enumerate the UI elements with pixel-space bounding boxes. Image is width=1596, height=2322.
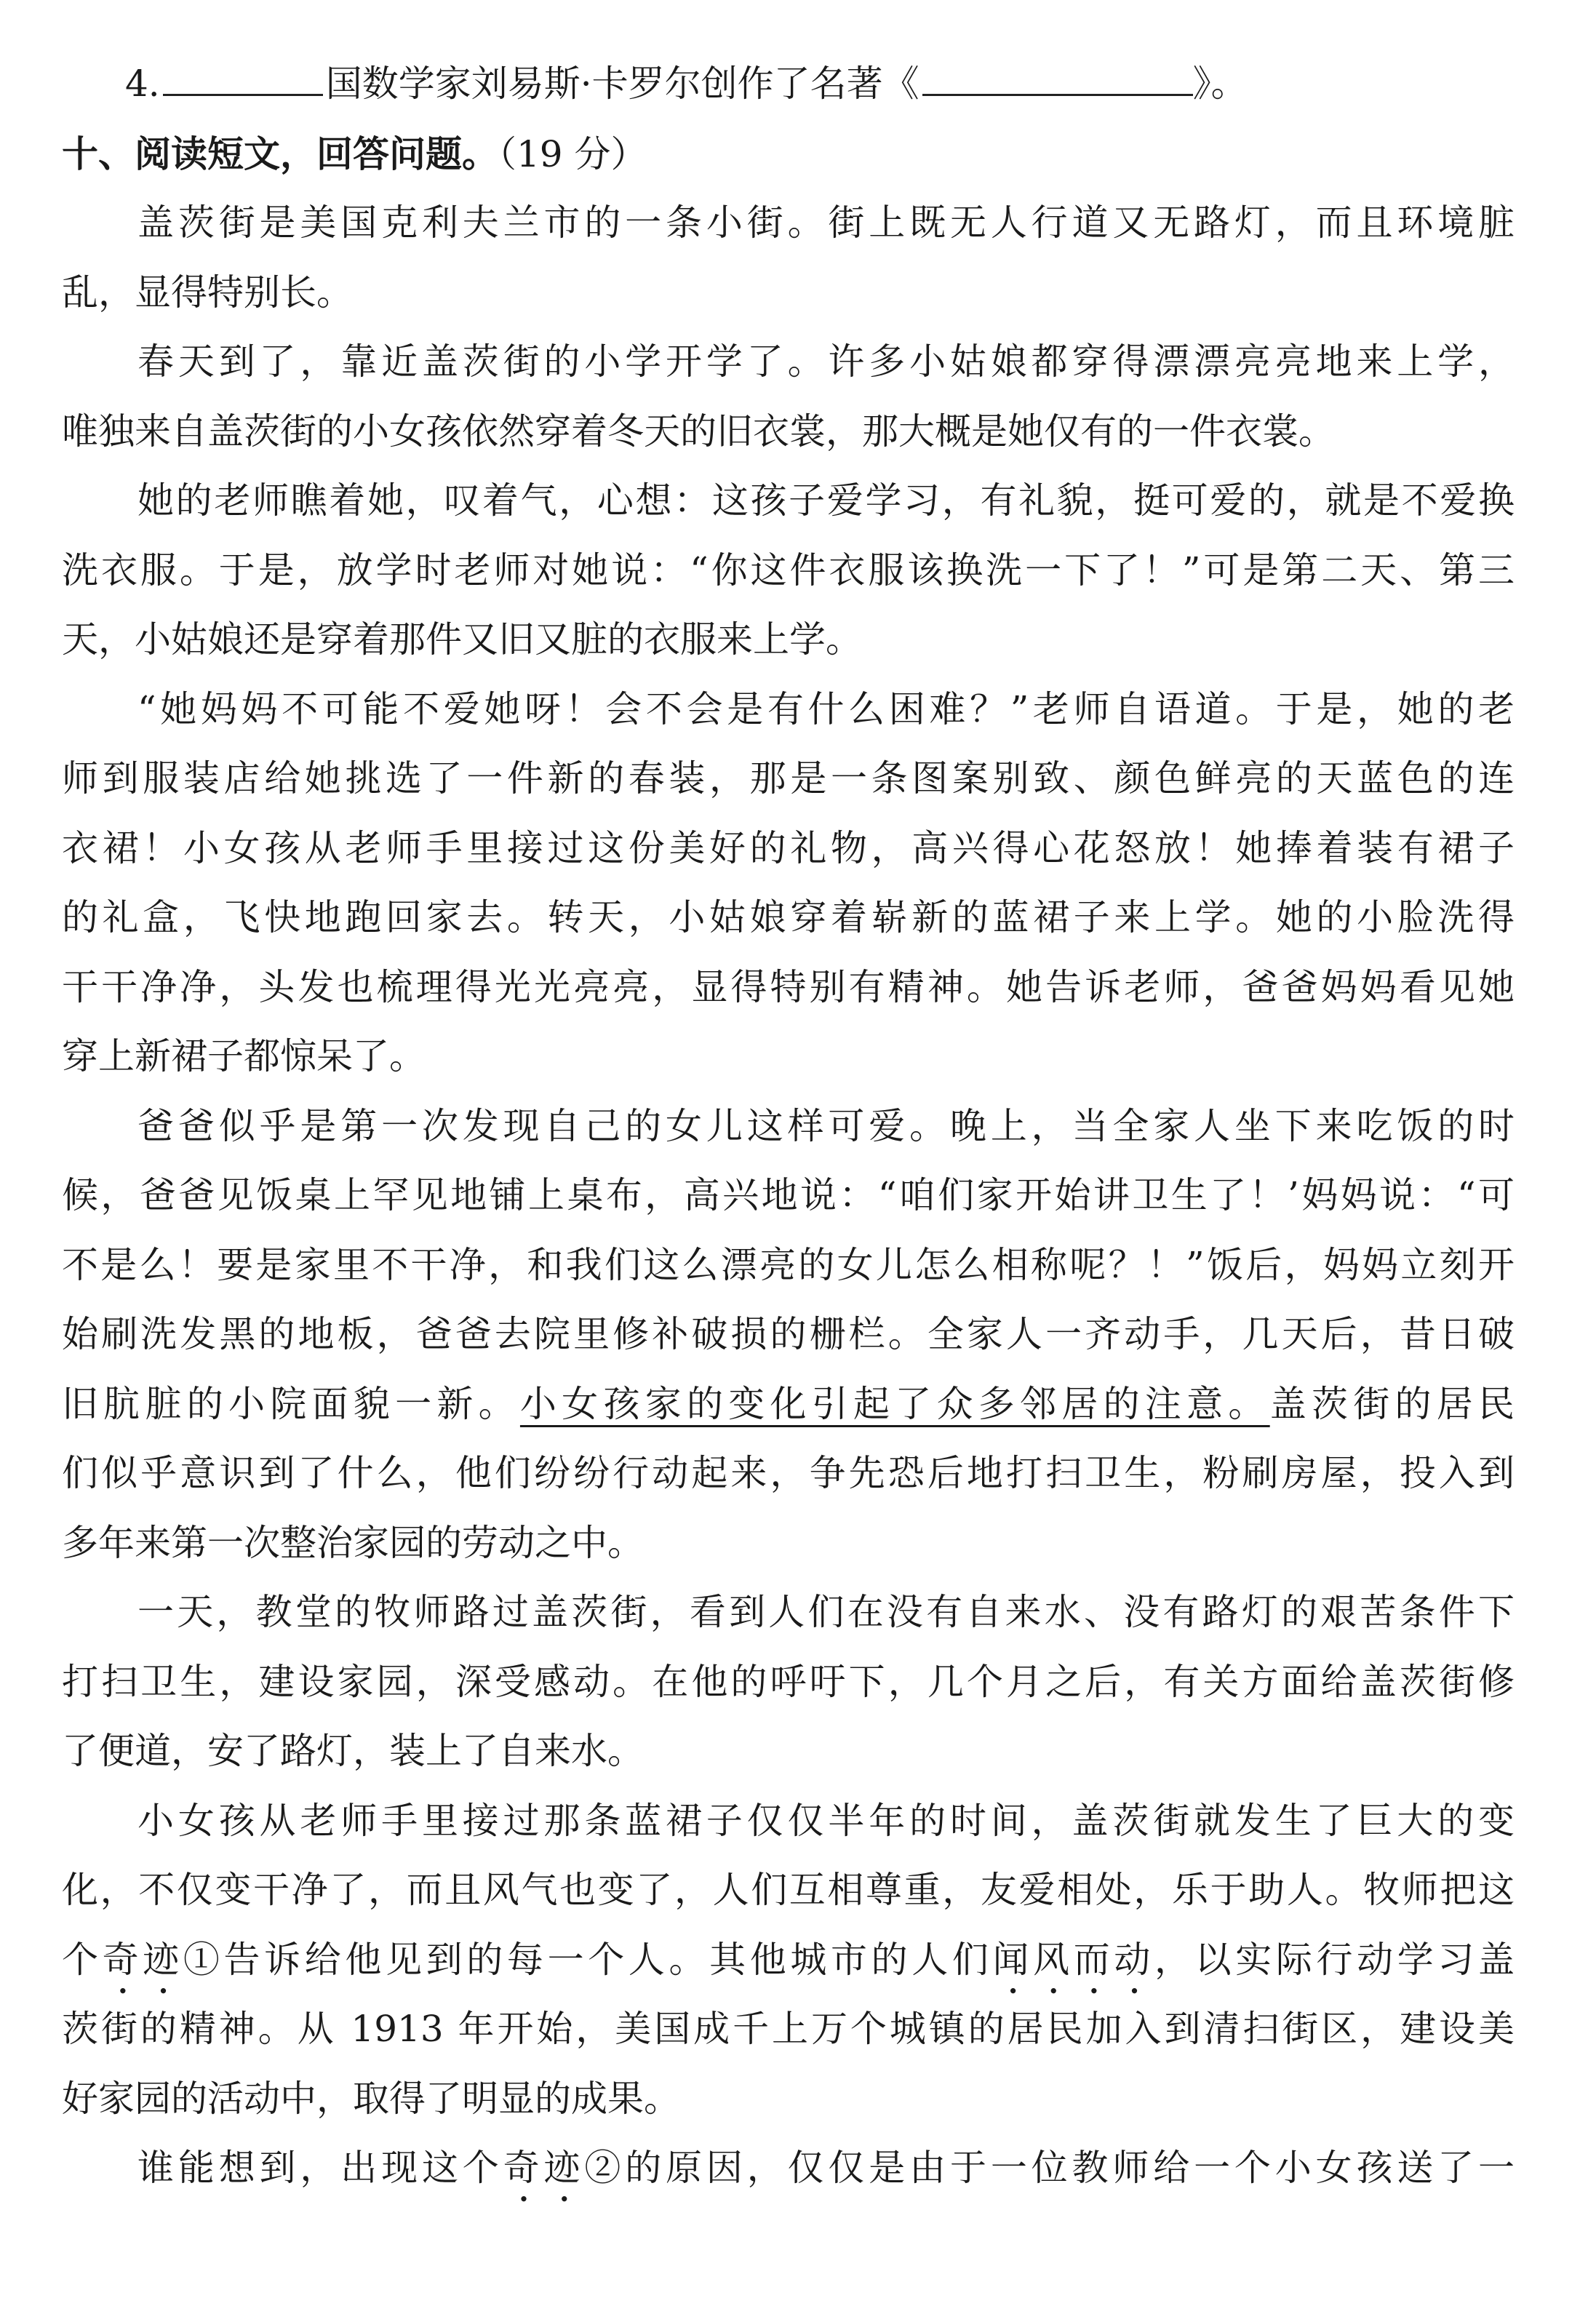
emphasized-word: 奇迹 (503, 2147, 585, 2189)
underlined-sentence: 小女孩家的变化引起了众多邻居的注意。 (519, 1382, 1270, 1425)
text-segment: 春天到了，靠近盖茨街的小学开学了。许多小姑娘都穿得漂漂亮亮地来上学， (137, 340, 1515, 383)
text-segment: 她的老师瞧着她，叹着气，心想：这孩子爱学习，有礼貌，挺可爱的，就是不爱换 (137, 479, 1515, 522)
text-line (62, 1161, 1515, 1231)
question-number: 4. (125, 63, 160, 105)
text-line (62, 1509, 1515, 1579)
text-line (62, 1648, 1515, 1717)
text-segment: 不是么！要是家里不干净，和我们这么漂亮的女儿怎么相称呢？！”饭后，妈妈立刻开 (62, 1243, 1515, 1286)
text-segment: 爸爸似乎是第一次发现自己的女儿这样可爱。晚上，当全家人坐下来吃饭的时 (137, 1104, 1515, 1147)
text-segment: 的礼盒，飞快地跑回家去。转天，小姑娘穿着崭新的蓝裙子来上学。她的小脸洗得 (62, 896, 1515, 938)
paragraph (62, 1092, 1515, 1579)
question-text: 国数学家刘易斯·卡罗尔创作了名著《 (325, 63, 919, 105)
text-line (62, 1926, 1515, 1995)
text-segment: 师到服装店给她挑选了一件新的春装，那是一条图案别致、颜色鲜亮的天蓝色的连 (62, 757, 1515, 799)
text-line (62, 1092, 1515, 1162)
paragraph (62, 1578, 1515, 1787)
exam-page (62, 49, 1515, 2203)
text-segment: 茨街的精神。从 1913 年开始，美国成千上万个城镇的居民加入到清扫街区，建设美 (62, 2008, 1515, 2050)
text-line (62, 466, 1515, 536)
paragraph (62, 1787, 1515, 2134)
text-line (62, 744, 1515, 814)
text-segment: 候，爸爸见饭桌上罕见地铺上桌布，高兴地说：“咱们家开始讲卫生了！’妈妈说：“可 (62, 1174, 1515, 1216)
text-line (62, 1231, 1515, 1301)
text-segment: 乱，显得特别长。 (62, 271, 353, 314)
text-segment: 穿上新裙子都惊呆了。 (62, 1035, 426, 1077)
text-line (62, 1022, 1515, 1092)
text-segment: 一天，教堂的牧师路过盖茨街，看到人们在没有自来水、没有路灯的艰苦条件下 (137, 1591, 1515, 1633)
paragraph (62, 327, 1515, 466)
text-line (62, 1856, 1515, 1926)
text-line (62, 258, 1515, 328)
text-segment: 个 (62, 1938, 103, 1981)
text-segment: 干干净净，头发也梳理得光光亮亮，显得特别有精神。她告诉老师，爸爸妈妈看见她 (62, 965, 1515, 1008)
answer-blank-country[interactable] (163, 56, 323, 96)
text-segment: 洗衣服。于是，放学时老师对她说：“你这件衣服该换洗一下了！”可是第二天、第三 (62, 548, 1515, 591)
text-segment: 唯独来自盖茨街的小女孩依然穿着冬天的旧衣裳，那大概是她仅有的一件衣裳。 (62, 410, 1335, 452)
text-line (62, 2064, 1515, 2134)
text-line (62, 814, 1515, 884)
text-segment: 好家园的活动中，取得了明显的成果。 (62, 2077, 680, 2120)
text-line (62, 883, 1515, 953)
text-segment: 了便道，安了路灯，装上了自来水。 (62, 1730, 644, 1772)
section-heading (62, 119, 1515, 189)
text-line (62, 1787, 1515, 1856)
emphasized-word: 奇迹 (102, 1938, 183, 1981)
text-line (62, 675, 1515, 745)
text-segment: 旧肮脏的小院面貌一新。 (62, 1382, 520, 1425)
paragraph (62, 2134, 1515, 2203)
answer-blank-book-title[interactable] (922, 56, 1193, 96)
text-line (62, 536, 1515, 606)
text-segment: ②的原因，仅仅是由于一位教师给一个小女孩送了一 (584, 2147, 1515, 2189)
emphasized-word: 闻风而动 (992, 1938, 1154, 1981)
text-segment: 打扫卫生，建设家园，深受感动。在他的呼吁下，几个月之后，有关方面给盖茨街修 (62, 1660, 1515, 1703)
text-line (62, 1300, 1515, 1370)
text-line (62, 397, 1515, 467)
paragraph (62, 675, 1515, 1092)
text-segment: 天，小姑娘还是穿着那件又旧又脏的衣服来上学。 (62, 618, 862, 661)
text-segment: 谁能想到，出现这个 (137, 2147, 503, 2189)
text-segment: 衣裙！小女孩从老师手里接过这份美好的礼物，高兴得心花怒放！她捧着装有裙子 (62, 826, 1515, 869)
text-segment: 们似乎意识到了什么，他们纷纷行动起来，争先恐后地打扫卫生，粉刷房屋，投入到 (62, 1452, 1515, 1494)
text-line (62, 1439, 1515, 1509)
paragraph (62, 188, 1515, 327)
text-line (62, 953, 1515, 1023)
question-text-end: 》。 (1192, 63, 1248, 105)
text-segment: 盖茨街的居民 (1269, 1382, 1515, 1425)
text-line (62, 1578, 1515, 1648)
text-line (62, 188, 1515, 258)
text-segment: 始刷洗发黑的地板，爸爸去院里修补破损的栅栏。全家人一齐动手，几天后，昔日破 (62, 1313, 1515, 1355)
text-line (62, 327, 1515, 397)
text-line (62, 2134, 1515, 2203)
text-line (62, 1370, 1515, 1440)
text-segment: 多年来第一次整治家园的劳动之中。 (62, 1521, 644, 1564)
text-segment: 盖茨街是美国克利夫兰市的一条小街。街上既无人行道又无路灯，而且环境脏 (137, 202, 1515, 244)
text-segment: 小女孩从老师手里接过那条蓝裙子仅仅半年的时间，盖茨街就发生了巨大的变 (137, 1799, 1515, 1842)
question-4 (62, 49, 1515, 119)
text-line (62, 605, 1515, 675)
section-title: 十、阅读短文，回答问题。 (62, 132, 498, 175)
text-segment: “她妈妈不可能不爱她呀！会不会是有什么困难？”老师自语道。于是，她的老 (137, 687, 1515, 730)
text-segment: ，以实际行动学习盖 (1154, 1938, 1515, 1981)
reading-passage (62, 188, 1515, 2203)
paragraph (62, 466, 1515, 675)
text-line (62, 1995, 1515, 2064)
section-points: （19 分） (498, 132, 647, 175)
text-line (62, 1717, 1515, 1787)
text-segment: ①告诉给他见到的每一个人。其他城市的人们 (183, 1938, 993, 1981)
text-segment: 化，不仅变干净了，而且风气也变了，人们互相尊重，友爱相处，乐于助人。牧师把这 (62, 1869, 1515, 1911)
